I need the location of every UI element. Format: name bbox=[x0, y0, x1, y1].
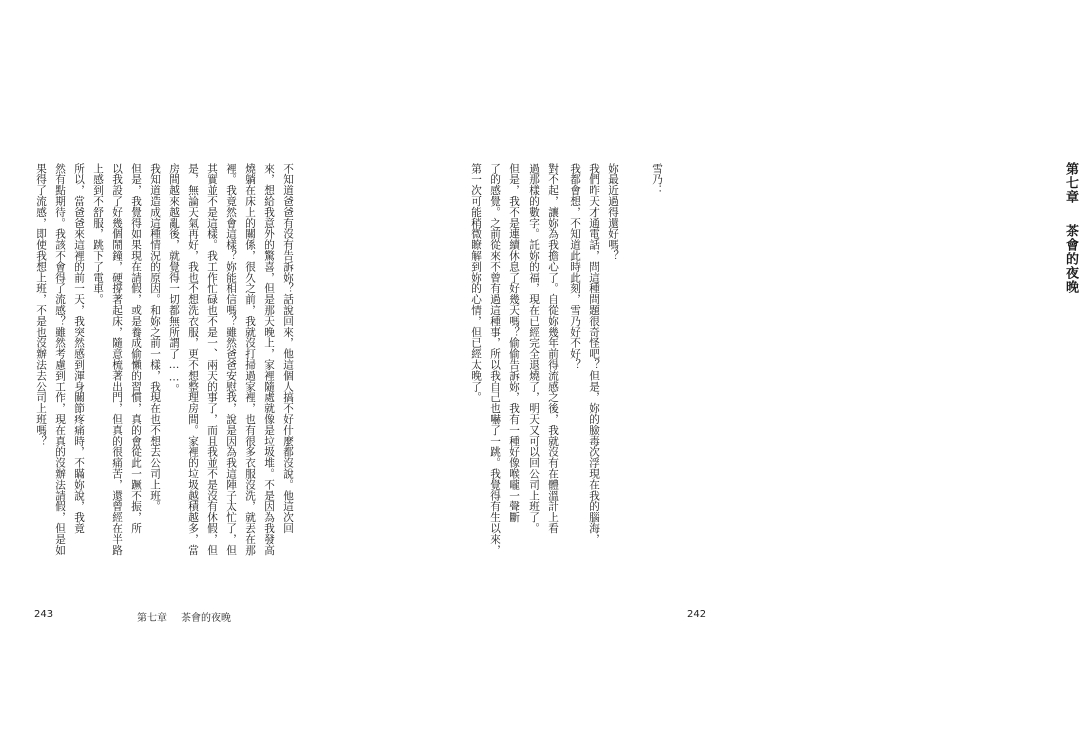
text-column: 上感到不舒服，跳下了電車。 bbox=[92, 163, 104, 305]
text-column: 燒躺在床上的關係，很久之前，我就沒打掃過家裡，也有很多衣服沒洗，就丟在那 bbox=[244, 163, 256, 556]
text-column: 妳最近過得還好嗎？ bbox=[607, 163, 619, 262]
text-column: 第一次可能稍微瞭解到妳的心情，但已經太晚了。 bbox=[470, 163, 482, 403]
text-column: 我都會想，不知道此時此刻，雪乃好不好？ bbox=[569, 163, 581, 371]
text-column: 房間越來越亂後，就覺得一切都無所謂了……。 bbox=[168, 163, 180, 395]
text-column: 我知道造成這種情況的原因。和妳之前一樣，我現在也不想去公司上班。 bbox=[149, 163, 161, 512]
running-head-chapter-label: 第七章 bbox=[137, 613, 167, 624]
running-head-chapter-title: 茶會的夜晚 bbox=[181, 613, 231, 624]
page-number: 243 bbox=[34, 609, 54, 620]
text-column: 果得了流感，即使我想上班，不是也沒辦法去公司上班嗎？ bbox=[35, 163, 47, 447]
running-head bbox=[137, 609, 231, 624]
text-column: 我們昨天才通電話，問這種問題很奇怪吧？但是，妳的臉毒次浮現在我的腦海， bbox=[588, 163, 600, 545]
text-column: 但是，我覺得如果現在請假，或是養成偷懶的習慣，真的會從此一蹶不振，所 bbox=[130, 163, 142, 534]
text-column: 然有點期待。我該不會得了流感？雖然考慮到工作，現在真的沒辦法請假，但是如 bbox=[54, 163, 66, 556]
text-column: 其實並不是這樣。我工作忙碌也不是一、兩天的事了，而且我並不是沒有休假，但 bbox=[206, 163, 218, 556]
chapter-label: 第七章 bbox=[1063, 162, 1078, 204]
text-column: 所以，當爸爸來這裡的前一天，我突然感到渾身關節疼痛時，不瞞妳說，我竟 bbox=[73, 163, 85, 534]
text-column: 來，想給我意外的驚喜，但是那天晚上，家裡隨處就像是垃圾堆。不是因為我發高 bbox=[263, 163, 275, 556]
text-column: 以我設了好幾個鬧鐘，硬撐著起床，隨意梳著出門，但真的很痛苦，還曾經在半路 bbox=[111, 163, 123, 556]
text-column: 是，無論天氣再好，我也不想洗衣服，更不想整理房間。家裡的垃圾越積越多，當 bbox=[187, 163, 199, 556]
text-column: 但是，我不是連續休息了好幾天嗎？偷偷告訴妳，我有一種好像喉嚨一聲斷 bbox=[508, 163, 520, 523]
text-column: 對不起，讓妳為我擔心了。自從妳幾年前得流感之後，我就沒有在體溫計上看 bbox=[547, 163, 559, 534]
left-page bbox=[0, 0, 375, 750]
page-number: 242 bbox=[687, 609, 707, 620]
text-column: 了的感覺。之前從來不曾有過這種事，所以我自己也嚇了一跳。我覺得有生以來， bbox=[489, 163, 501, 556]
chapter-title: 茶會的夜晚 bbox=[1063, 224, 1078, 294]
chapter-heading bbox=[1061, 162, 1079, 294]
text-column: 裡。我竟然會這樣？妳能相信嗎？雖然爸爸安慰我，說是因為我這陣子太忙了，但 bbox=[225, 163, 237, 556]
text-column: 不知道爸爸有沒有告訴妳？話說回來，他這個人搞不好什麼都沒說。他這次回 bbox=[282, 163, 294, 534]
text-column: 過那樣的數字。託妳的福，現在已經完全退燒了，明天又可以回公司上班了。 bbox=[528, 163, 540, 534]
right-page bbox=[375, 0, 1078, 750]
text-column: 雪乃： bbox=[651, 163, 663, 196]
